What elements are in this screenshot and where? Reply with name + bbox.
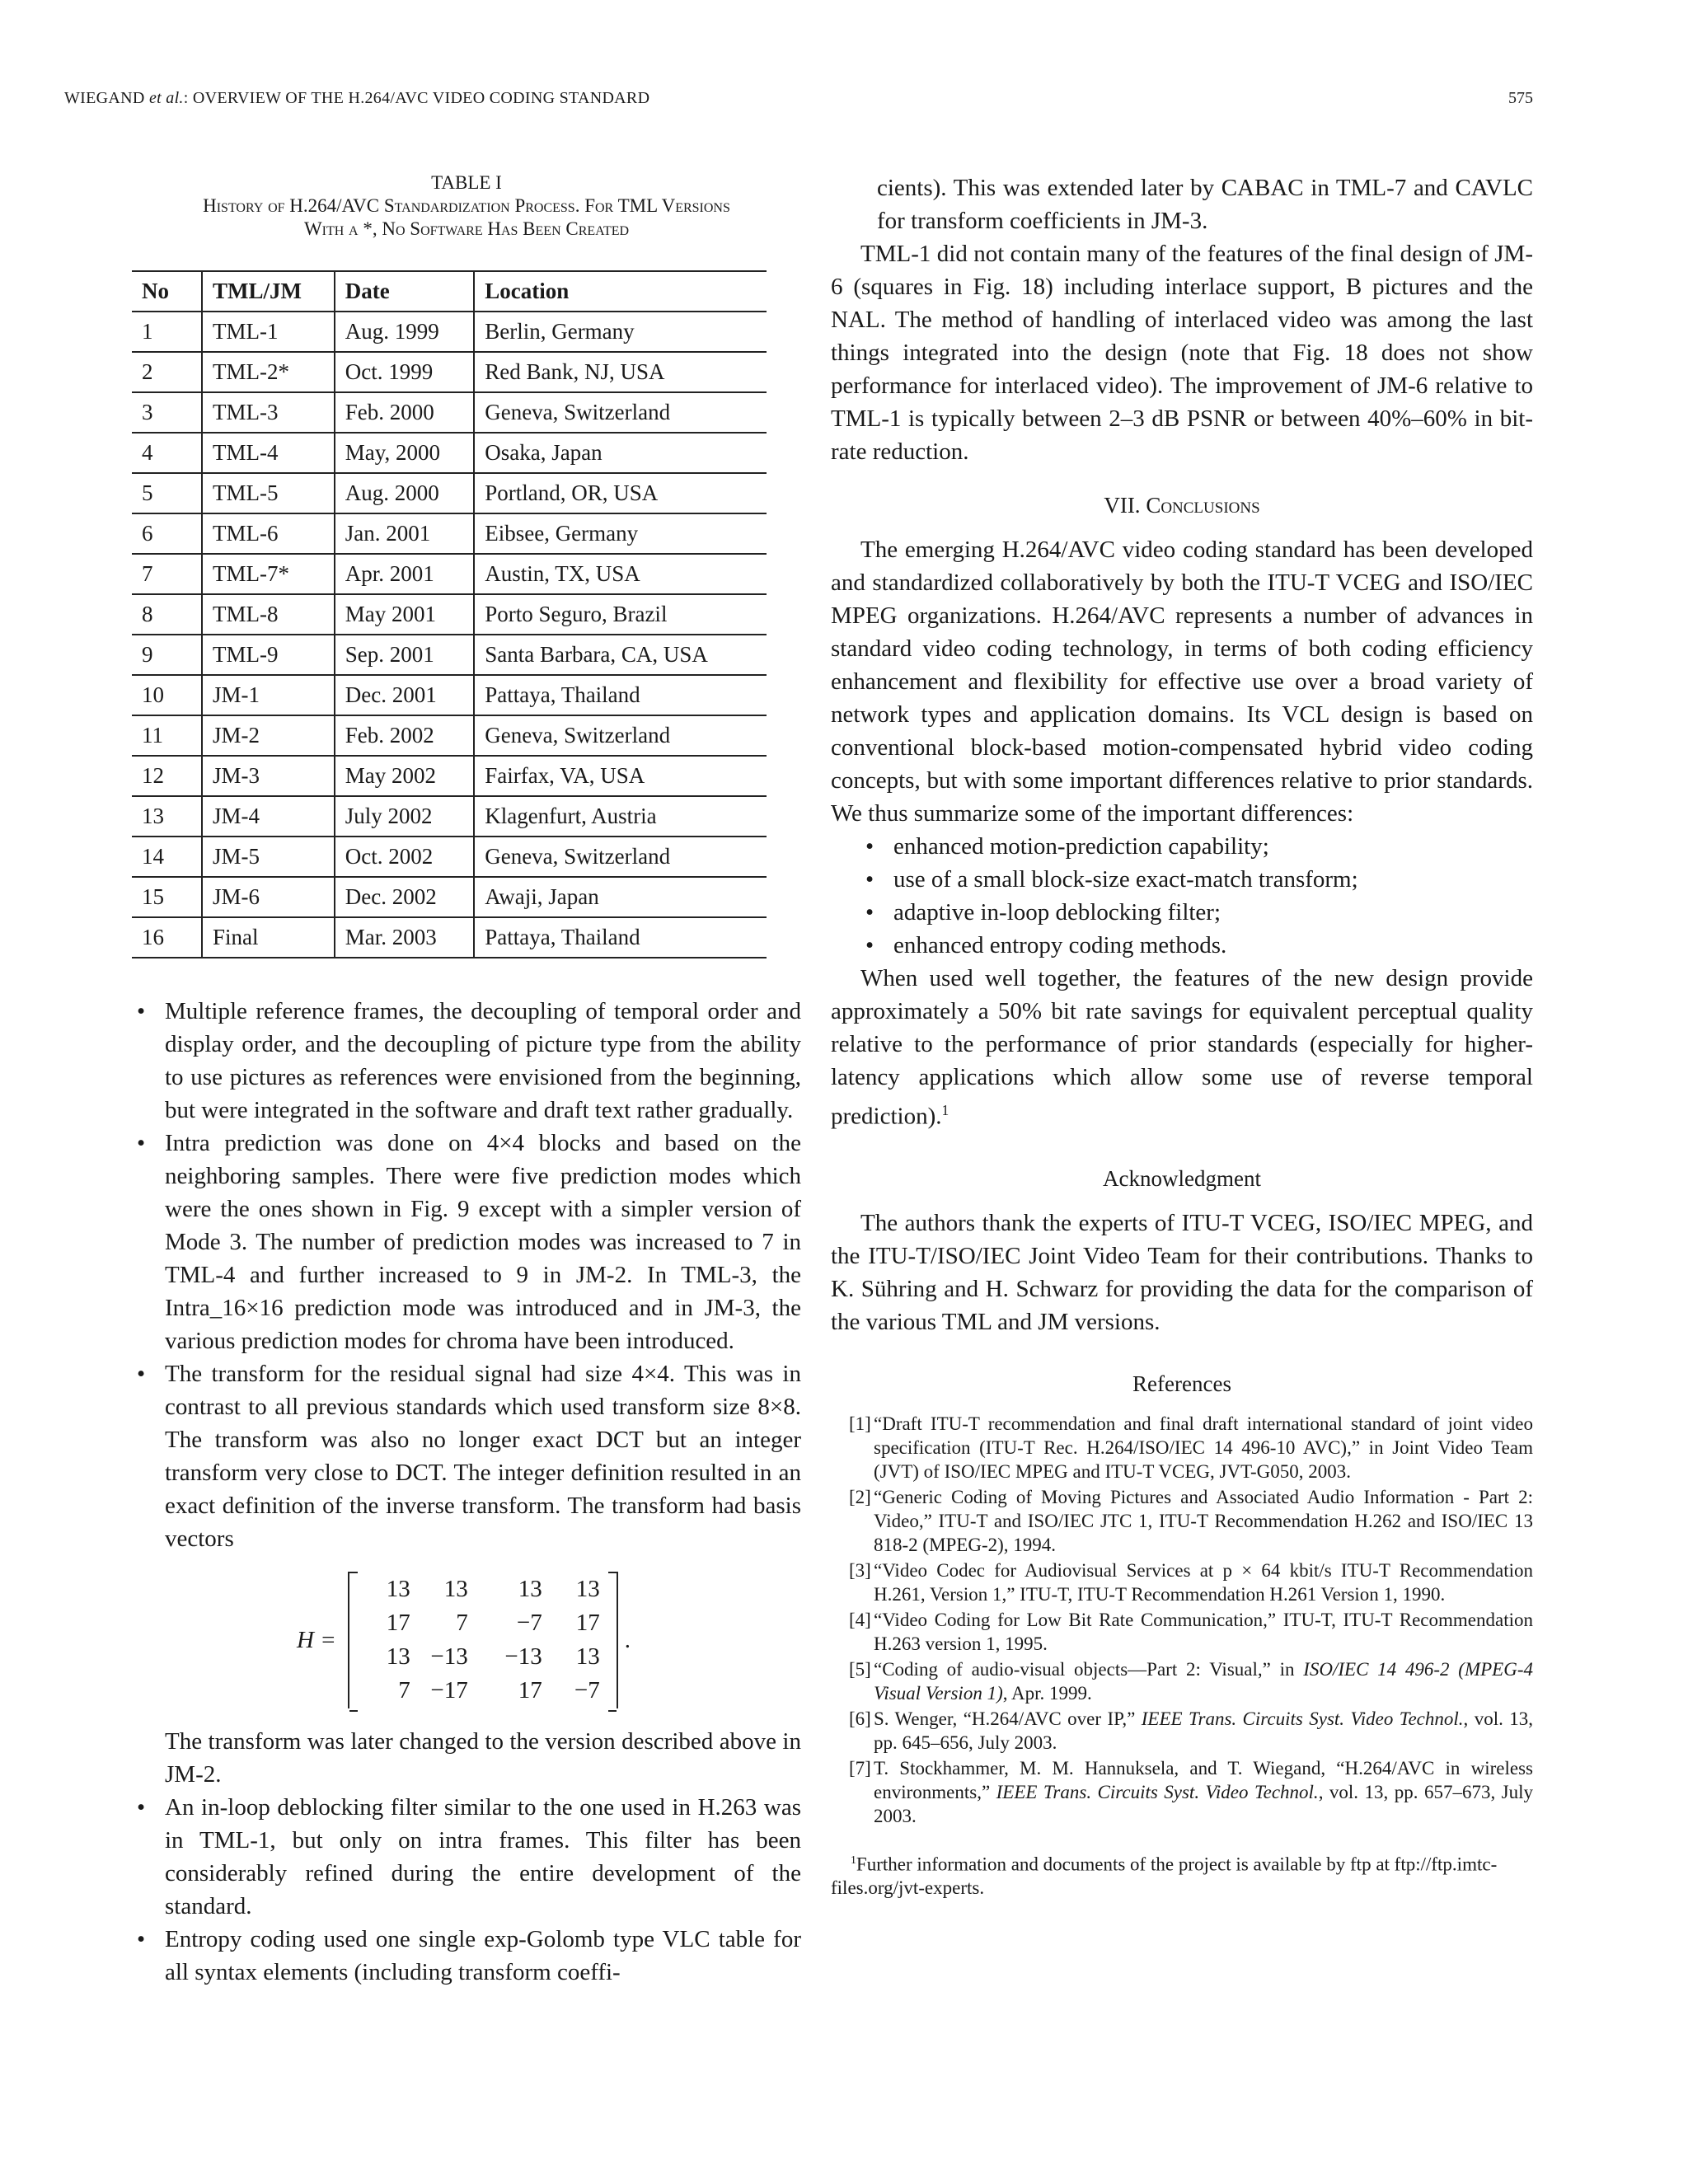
list-item: [132, 995, 801, 1127]
table-cell: Awaji, Japan: [474, 877, 767, 917]
matrix-cell: −7: [516, 1610, 542, 1636]
table-cell: TML-7*: [202, 554, 335, 594]
reference-number: [6]: [849, 1708, 871, 1729]
bullet-text: Intra prediction was done on 4×4 blocks and based on the neighboring samples. There were five prediction modes which were the ones shown in Fig. 9 except with a simpler version of Mode 3. The number of prediction modes was increased to 7 in TML-4 and further increased to 9 in JM-2. In TML-3, the Intra_16×16 prediction mode was introduced and in JM-3, the various prediction modes for chroma have been introduced.: [165, 1130, 801, 1354]
closing-paragraph: [831, 962, 1533, 1133]
list-item: [860, 896, 1533, 929]
matrix-cell: 17: [575, 1610, 600, 1636]
list-item: [132, 1791, 801, 1923]
matrix-cell: −17: [430, 1677, 468, 1704]
table-cell: Santa Barbara, CA, USA: [474, 635, 767, 675]
col-header-no: No: [132, 271, 202, 312]
list-item: [132, 1357, 801, 1791]
table-cell: 10: [132, 675, 202, 715]
table-row: [132, 837, 767, 877]
footnote-marker: 1: [941, 1102, 950, 1118]
table-cell: Austin, TX, USA: [474, 554, 767, 594]
reference-tail: , vol. 13, pp. 657–673, July 2003.: [874, 1781, 1533, 1826]
table-row: [132, 312, 767, 352]
reference-italic: IEEE Trans. Circuits Syst. Video Technol.: [996, 1781, 1319, 1802]
reference-text: “Video Codec for Audiovisual Services at p × 64 kbit/s ITU-T Recommendation H.261, Version 1,” ITU-T, ITU-T Recommendation H.261 Version 1, 1990.: [874, 1559, 1533, 1605]
table-cell: JM-6: [202, 877, 335, 917]
reference-item: [831, 1558, 1533, 1606]
table-cell: 9: [132, 635, 202, 675]
tml-paragraph: TML-1 did not contain many of the features of the final design of JM-6 (squares in Fig. 18) including interlace support, B pictures and the NAL. The method of handling of interlaced video was among the last things integrated into the design (note that Fig. 18 does not show performance for interlaced video). The improvement of JM-6 relative to TML-1 is typically between 2–3 dB PSNR or between 40%–60% in bit-rate reduction.: [831, 241, 1533, 465]
bullet-icon: •: [137, 998, 146, 1024]
table-cell: Feb. 2000: [335, 392, 474, 433]
references-list: [831, 1412, 1533, 1828]
table-cell: Geneva, Switzerland: [474, 837, 767, 877]
conclusions-heading: [831, 493, 1533, 518]
table-cell: TML-4: [202, 433, 335, 473]
table-row: [132, 675, 767, 715]
reference-item: [831, 1485, 1533, 1557]
table-cell: Sep. 2001: [335, 635, 474, 675]
table-row: [132, 796, 767, 837]
table-cell: TML-6: [202, 513, 335, 554]
col-header-location: Location: [474, 271, 767, 312]
table-row: [132, 635, 767, 675]
bullet-icon: •: [137, 1361, 146, 1387]
reference-item: [831, 1756, 1533, 1828]
matrix-cell: 17: [518, 1677, 542, 1704]
reference-text: “Draft ITU-T recommendation and final draft international standard of joint video specification (ITU-T Rec. H.264/ISO/IEC 14 496-10 AVC),” in Joint Video Team (JVT) of ISO/IEC MPEG and ITU-T VCEG, JVT-G050, 2003.: [874, 1413, 1533, 1482]
table-cell: Geneva, Switzerland: [474, 392, 767, 433]
footnote: [831, 1848, 1533, 1900]
matrix-cell: 7: [456, 1610, 468, 1636]
matrix-cell: 7: [398, 1677, 410, 1704]
table-row: [132, 473, 767, 513]
table-cell: Dec. 2001: [335, 675, 474, 715]
table-cell: Portland, OR, USA: [474, 473, 767, 513]
running-header-left: [64, 89, 649, 108]
left-bullet-list: [132, 995, 801, 1989]
table-cell: 15: [132, 877, 202, 917]
matrix-cell: 13: [518, 1576, 542, 1602]
matrix-cell: −13: [504, 1643, 542, 1670]
table-cell: 7: [132, 554, 202, 594]
bullet-icon: •: [865, 866, 874, 893]
reference-italic: IEEE Trans. Circuits Syst. Video Technol.: [1141, 1708, 1464, 1729]
bullet-text: The transform for the residual signal had size 4×4. This was in contrast to all previous standards which used transform size 8×8. The transform was also no longer exact DCT but an integer transform very close to DCT. The integer definition resulted in an exact definition of the inverse transform. The transform had basis vectors: [165, 1361, 801, 1552]
bullet-icon: •: [137, 1926, 146, 1952]
header-title: : OVERVIEW OF THE H.264/AVC VIDEO CODING STANDARD: [183, 89, 650, 107]
table-cell: 4: [132, 433, 202, 473]
list-item: [860, 830, 1533, 863]
table-cell: Fairfax, VA, USA: [474, 756, 767, 796]
matrix-cell: −13: [430, 1643, 468, 1670]
table-row: [132, 392, 767, 433]
table-row: [132, 715, 767, 756]
bullet-text: An in-loop deblocking filter similar to the one used in H.263 was in TML-1, but only on intra frames. This filter has been considerably refined during the entire development of the standard.: [165, 1794, 801, 1919]
table-cell: JM-3: [202, 756, 335, 796]
table-cell: 6: [132, 513, 202, 554]
table-cell: Oct. 2002: [335, 837, 474, 877]
table-cell: 1: [132, 312, 202, 352]
table-cell: TML-8: [202, 594, 335, 635]
table-cell: JM-4: [202, 796, 335, 837]
table-label: TABLE I: [431, 172, 502, 193]
bullet-text: Entropy coding used one single exp-Golomb type VLC table for all syntax elements (including transform coeffi-: [165, 1926, 801, 1985]
reference-text: “Coding of audio-visual objects—Part 2: Visual,” in: [874, 1658, 1304, 1680]
table-cell: 11: [132, 715, 202, 756]
reference-tail: , Apr. 1999.: [1002, 1682, 1092, 1704]
list-item: [132, 1923, 801, 1989]
right-column: [831, 171, 1533, 1900]
matrix-cell: 13: [386, 1643, 410, 1670]
table-cell: TML-2*: [202, 352, 335, 392]
matrix-period: .: [624, 1627, 631, 1653]
transform-matrix-equation: [297, 1572, 801, 1708]
table-row: [132, 917, 767, 958]
closing-text: When used well together, the features of the new design provide approximately a 50% bit rate savings for equivalent perceptual quality relative to the performance of prior standards (especially for higher-latency applications which allow some use of reverse temporal prediction).: [831, 965, 1533, 1130]
reference-tail: , vol. 13, pp. 645–656, July 2003.: [874, 1708, 1534, 1753]
bullet-text: Multiple reference frames, the decoupling of temporal order and display order, and the decoupling of picture type from the ability to use pictures as references were envisioned from the beginning, but were integrated in the software and draft text rather gradually.: [165, 998, 801, 1123]
table-cell: Dec. 2002: [335, 877, 474, 917]
reference-italic: ISO/IEC 14 496-2 (MPEG-4 Visual Version 1): [874, 1658, 1533, 1704]
table-cell: 16: [132, 917, 202, 958]
reference-text: T. Stockhammer, M. M. Hannuksela, and T. Wiegand, “H.264/AVC in wireless environments,”: [874, 1757, 1533, 1802]
left-column: [132, 171, 801, 1989]
table-cell: TML-5: [202, 473, 335, 513]
transform-matrix: [348, 1572, 618, 1708]
matrix-lhs: H =: [297, 1627, 336, 1653]
continuation-paragraph: cients). This was extended later by CABAC in TML-7 and CAVLC for transform coefficients in JM-3.: [877, 175, 1533, 234]
table-cell: Pattaya, Thailand: [474, 675, 767, 715]
table-row: [132, 433, 767, 473]
acknowledgment-heading: Acknowledgment: [1103, 1165, 1261, 1191]
table-cell: JM-2: [202, 715, 335, 756]
reference-item: [831, 1657, 1533, 1705]
bullet-icon: •: [137, 1794, 146, 1821]
conclusions-title: Conclusions: [1146, 493, 1260, 518]
list-item: [132, 1127, 801, 1357]
matrix-cell: 17: [386, 1610, 410, 1636]
bullet-icon: •: [865, 899, 874, 926]
list-item: [860, 863, 1533, 896]
header-etal: et al.: [148, 89, 184, 107]
table-cell: Final: [202, 917, 335, 958]
table-body: [132, 312, 767, 958]
table-cell: JM-1: [202, 675, 335, 715]
table-cell: JM-5: [202, 837, 335, 877]
table-cell: Porto Seguro, Brazil: [474, 594, 767, 635]
reference-number: [2]: [849, 1486, 871, 1507]
table-cell: TML-9: [202, 635, 335, 675]
table-row: [132, 513, 767, 554]
matrix-cell: 13: [575, 1643, 600, 1670]
table-cell: 8: [132, 594, 202, 635]
table-cell: May 2002: [335, 756, 474, 796]
table-cell: Osaka, Japan: [474, 433, 767, 473]
list-item: [860, 929, 1533, 962]
bullet-text: enhanced entropy coding methods.: [893, 932, 1227, 958]
bullet-text: enhanced motion-prediction capability;: [893, 833, 1269, 860]
matrix-cell: −7: [574, 1677, 600, 1704]
table-caption: [132, 171, 801, 241]
history-table: [132, 270, 767, 958]
footnote-number: 1: [851, 1853, 856, 1866]
matrix-cell: 13: [443, 1576, 468, 1602]
table-row: [132, 594, 767, 635]
reference-text: “Video Coding for Low Bit Rate Communication,” ITU-T, ITU-T Recommendation H.263 version 1, 1995.: [874, 1609, 1533, 1654]
conclusions-number: VII.: [1104, 493, 1146, 518]
reference-number: [3]: [849, 1559, 871, 1581]
table-row: [132, 352, 767, 392]
table-cell: 2: [132, 352, 202, 392]
acknowledgment-paragraph: The authors thank the experts of ITU-T VCEG, ISO/IEC MPEG, and the ITU-T/ISO/IEC Joint Video Team for their contributions. Thanks to K. Sühring and H. Schwarz for providing the data for the comparison of the various TML and JM versions.: [831, 1209, 1533, 1335]
col-header-tmljm: TML/JM: [202, 271, 335, 312]
table-cell: Jan. 2001: [335, 513, 474, 554]
table-cell: TML-1: [202, 312, 335, 352]
table-cell: Geneva, Switzerland: [474, 715, 767, 756]
table-caption-line-1: History of H.264/AVC Standardization Process. For TML Versions: [203, 195, 730, 216]
table-row: [132, 756, 767, 796]
page-number: 575: [1508, 89, 1533, 107]
table-cell: July 2002: [335, 796, 474, 837]
table-cell: 5: [132, 473, 202, 513]
table-row: [132, 877, 767, 917]
reference-item: [831, 1608, 1533, 1656]
reference-text: “Generic Coding of Moving Pictures and Associated Audio Information - Part 2: Video,” ITU-T and ISO/IEC JTC 1, ITU-T Recommendation H.262 and ISO/IEC 13 818-2 (MPEG-2), 1994.: [874, 1486, 1533, 1555]
table-cell: Oct. 1999: [335, 352, 474, 392]
table-header-row: [132, 271, 767, 312]
reference-number: [5]: [849, 1658, 871, 1680]
table-cell: Klagenfurt, Austria: [474, 796, 767, 837]
table-cell: Apr. 2001: [335, 554, 474, 594]
table-row: [132, 554, 767, 594]
table-cell: Aug. 1999: [335, 312, 474, 352]
bullet-text: adaptive in-loop deblocking filter;: [893, 899, 1221, 926]
references-heading: References: [1132, 1371, 1231, 1396]
bullet-text: use of a small block-size exact-match transform;: [893, 866, 1358, 893]
bullet-icon: •: [865, 833, 874, 860]
differences-list: [831, 830, 1533, 962]
table-cell: 14: [132, 837, 202, 877]
matrix-cell: 13: [575, 1576, 600, 1602]
table-cell: TML-3: [202, 392, 335, 433]
table-cell: 12: [132, 756, 202, 796]
table-cell: Aug. 2000: [335, 473, 474, 513]
reference-number: [1]: [849, 1413, 871, 1434]
table-cell: May, 2000: [335, 433, 474, 473]
table-cell: Feb. 2002: [335, 715, 474, 756]
reference-item: [831, 1412, 1533, 1483]
table-cell: Mar. 2003: [335, 917, 474, 958]
after-matrix-text: The transform was later changed to the version described above in JM-2.: [165, 1728, 801, 1788]
reference-item: [831, 1707, 1533, 1755]
table-cell: Eibsee, Germany: [474, 513, 767, 554]
table-cell: 13: [132, 796, 202, 837]
reference-number: [7]: [849, 1757, 871, 1779]
bullet-icon: •: [865, 932, 874, 958]
table-caption-line-2: With a *, No Software Has Been Created: [303, 218, 630, 239]
table-cell: Red Bank, NJ, USA: [474, 352, 767, 392]
header-authors: WIEGAND: [64, 89, 149, 107]
reference-number: [4]: [849, 1609, 871, 1630]
table-cell: 3: [132, 392, 202, 433]
reference-text: S. Wenger, “H.264/AVC over IP,”: [874, 1708, 1142, 1729]
conclusions-paragraph: The emerging H.264/AVC video coding standard has been developed and standardized collaboratively by both the ITU-T VCEG and ISO/IEC MPEG organizations. H.264/AVC represents a number of advances in standard video coding technology, in terms of both coding efficiency enhancement and flexibility for effective use over a broad variety of network types and application domains. Its VCL design is based on conventional block-based motion-compensated hybrid video coding concepts, but with some important differences relative to prior standards. We thus summarize some of the important differences:: [831, 537, 1533, 827]
table-cell: Berlin, Germany: [474, 312, 767, 352]
matrix-cell: 13: [386, 1576, 410, 1602]
bullet-icon: •: [137, 1130, 146, 1156]
footnote-text: Further information and documents of the project is available by ftp at ftp://ftp.imtc-files.org/jvt-experts.: [831, 1854, 1498, 1899]
table-cell: Pattaya, Thailand: [474, 917, 767, 958]
col-header-date: Date: [335, 271, 474, 312]
table-cell: May 2001: [335, 594, 474, 635]
